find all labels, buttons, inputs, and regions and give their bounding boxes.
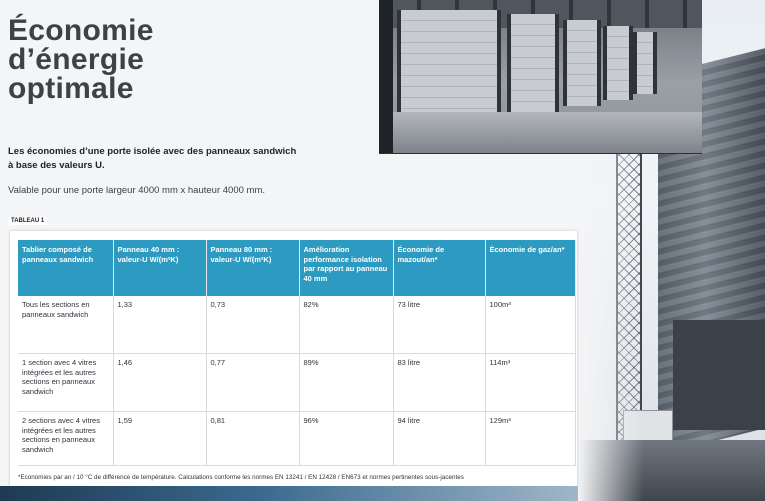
cell-mazout: 73 litre — [393, 296, 485, 354]
header-panneau-80: Panneau 80 mm : valeur-U W/(m²K) — [206, 240, 299, 296]
page-title: Économie d’énergie optimale — [8, 14, 154, 105]
table-card — [10, 231, 577, 487]
cell-amelioration: 82% — [299, 296, 393, 354]
cell-tablier: Tous les sections en panneaux sandwich — [18, 296, 113, 354]
table-row — [18, 354, 575, 412]
table-header-row — [18, 240, 575, 296]
table-footnote: *Économies par an / 10 °C de différence de température. Calculations conforme les normes EN 13241 / EN 12428 / EN673 et normes pertinentes sous-jacentes — [18, 474, 464, 481]
cell-panneau-40: 1,33 — [113, 296, 206, 354]
cell-tablier: 2 sections avec 4 vitres intégrées et les autres sections en panneaux sandwich — [18, 412, 113, 466]
cell-panneau-40: 1,46 — [113, 354, 206, 412]
cell-panneau-40: 1,59 — [113, 412, 206, 466]
header-panneau-40: Panneau 40 mm : valeur-U W/(m²K) — [113, 240, 206, 296]
warehouse-photo — [379, 0, 702, 154]
cell-tablier: 1 section avec 4 vitres intégrées et les autres sections en panneaux sandwich — [18, 354, 113, 412]
header-amelioration: Amélioration performance isolation par rapport au panneau 40 mm — [299, 240, 393, 296]
cell-mazout: 83 litre — [393, 354, 485, 412]
cell-panneau-80: 0,77 — [206, 354, 299, 412]
table-row — [18, 412, 575, 466]
size-note: Valable pour une porte largeur 4000 mm x hauteur 4000 mm. — [8, 185, 266, 196]
cell-panneau-80: 0,73 — [206, 296, 299, 354]
cell-amelioration: 96% — [299, 412, 393, 466]
header-mazout: Économie de mazout/an* — [393, 240, 485, 296]
table-label: TABLEAU 1 — [8, 217, 47, 225]
bottom-bar — [0, 486, 578, 501]
intro-text: Les économies d’une porte isolée avec des panneaux sandwich à base des valeurs U. — [8, 146, 297, 171]
table-row — [18, 296, 575, 354]
cell-mazout: 94 litre — [393, 412, 485, 466]
cell-panneau-80: 0,81 — [206, 412, 299, 466]
cell-amelioration: 89% — [299, 354, 393, 412]
cell-gaz: 100m³ — [485, 296, 575, 354]
savings-table — [18, 240, 576, 466]
header-tablier: Tablier composé de panneaux sandwich — [18, 240, 113, 296]
cell-gaz: 129m³ — [485, 412, 575, 466]
header-gaz: Économie de gaz/an* — [485, 240, 575, 296]
cell-gaz: 114m³ — [485, 354, 575, 412]
